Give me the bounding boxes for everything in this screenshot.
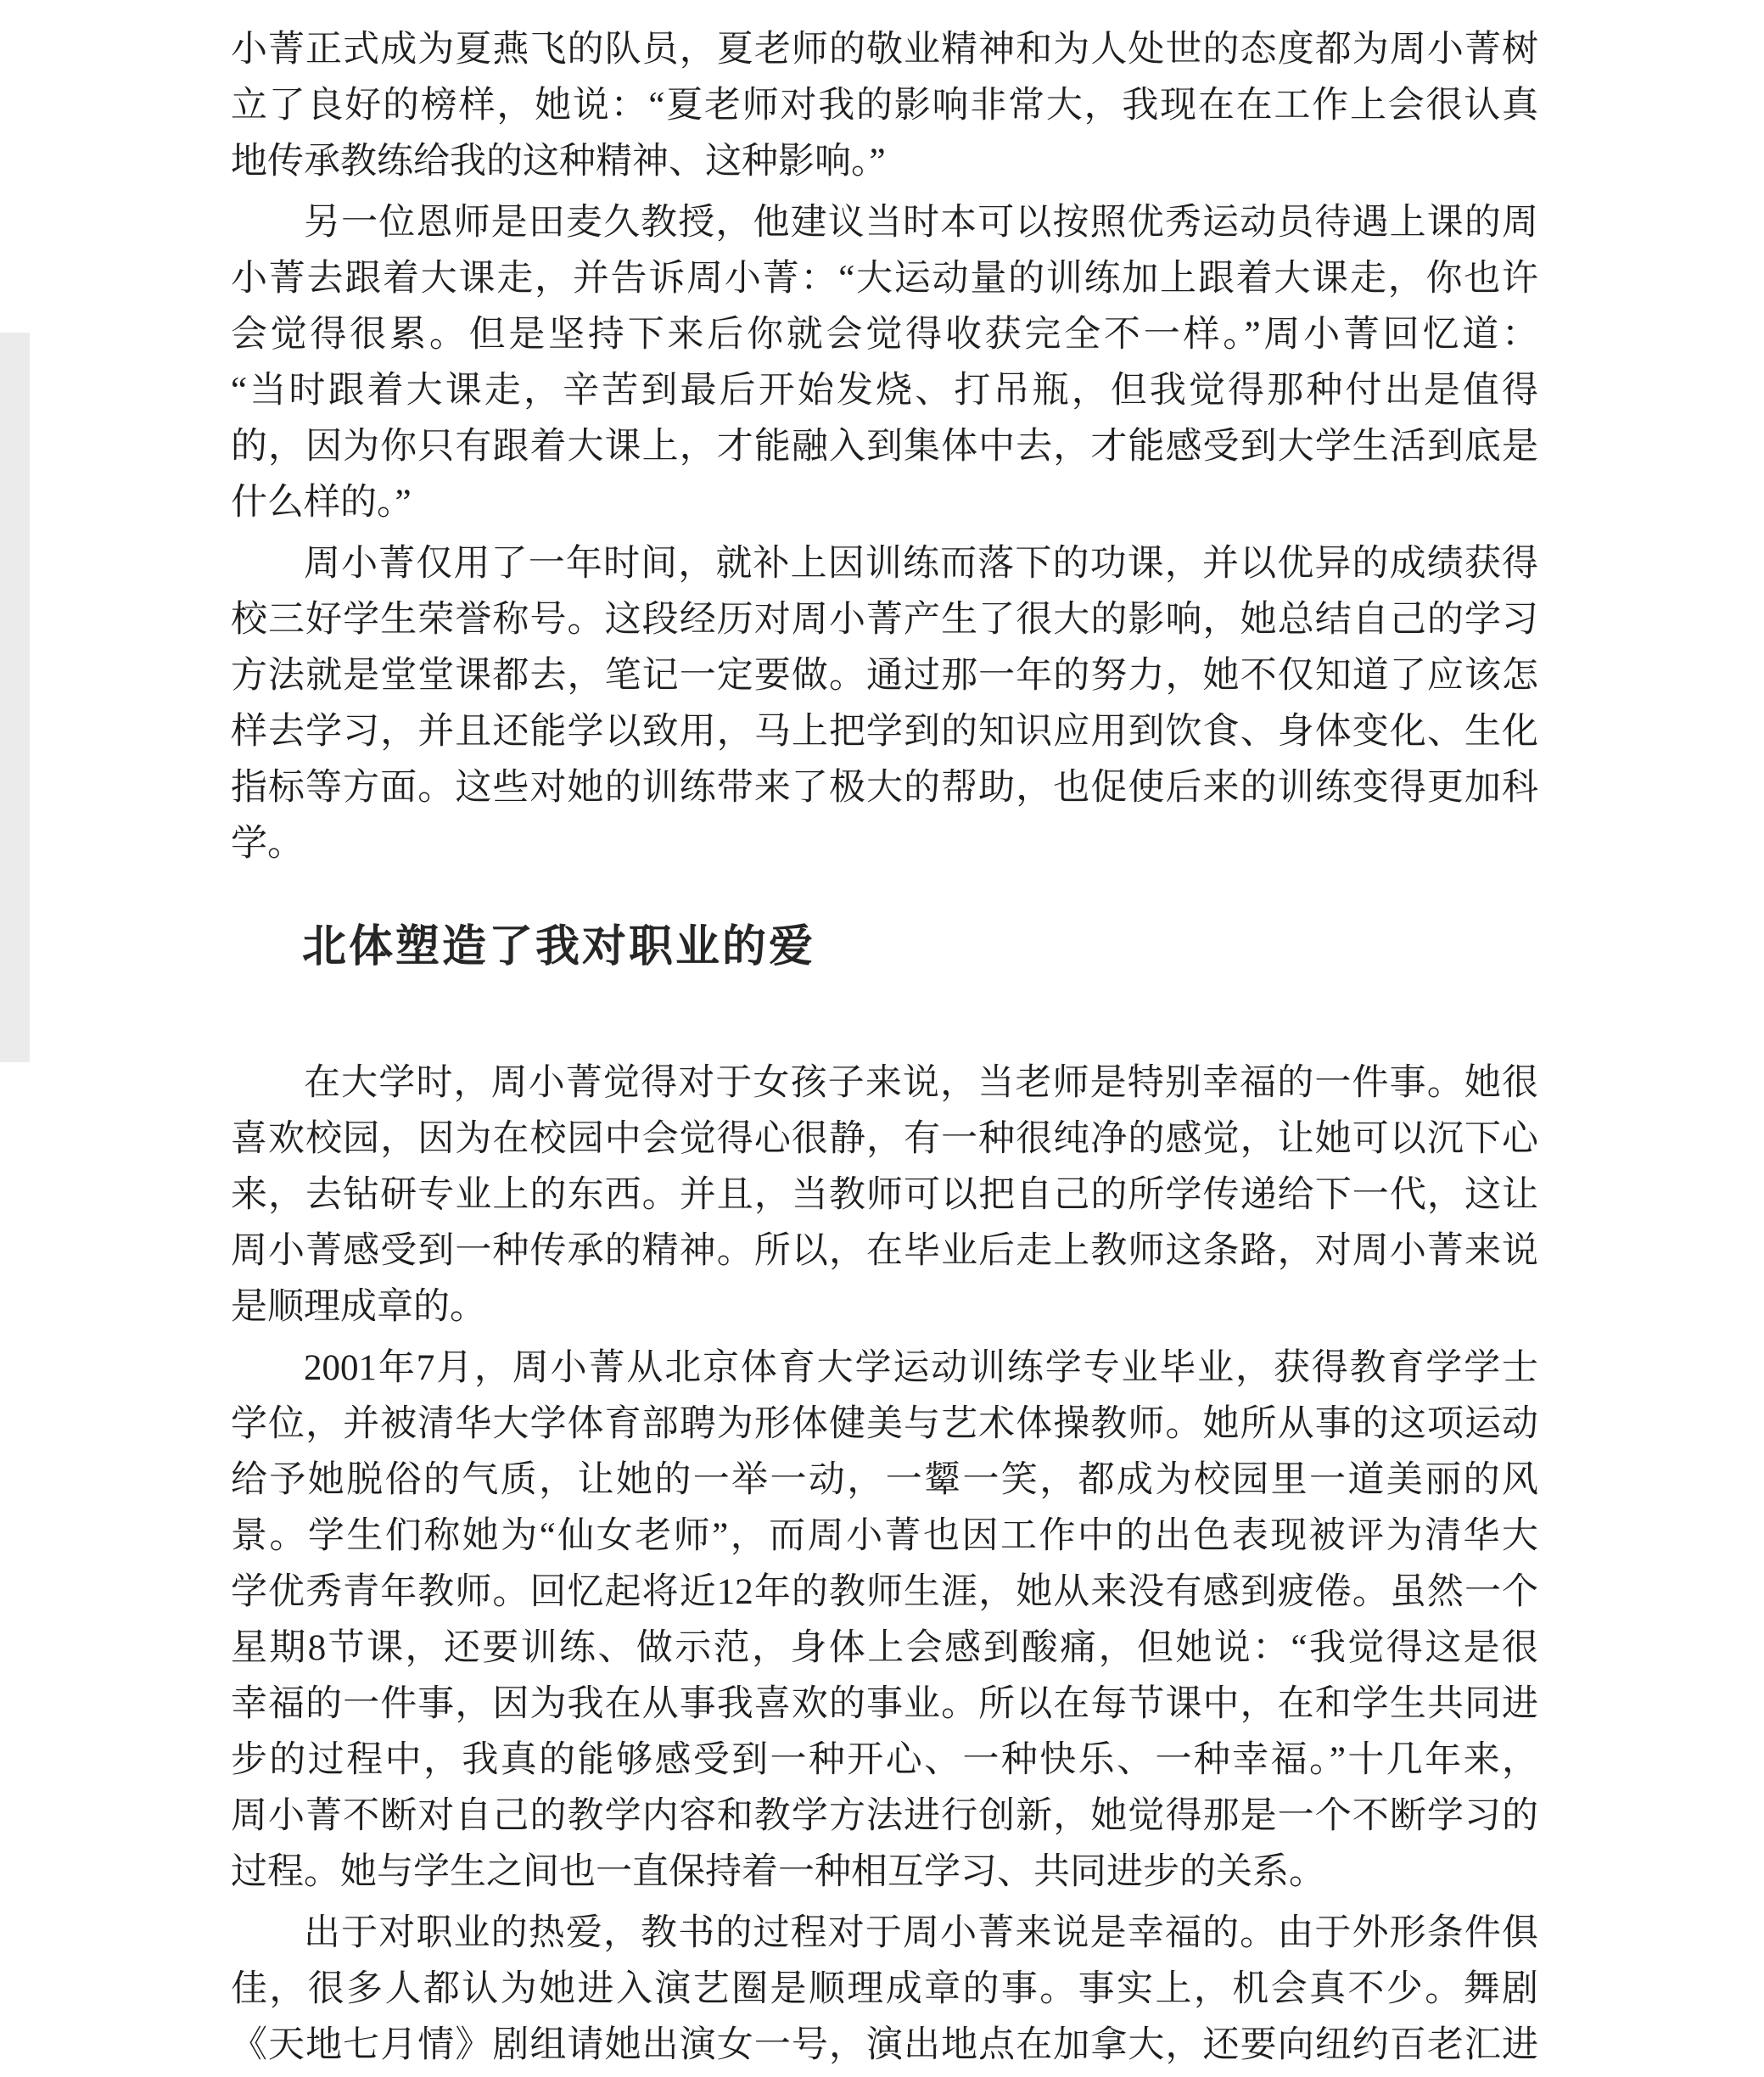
text-line: 步的过程中，我真的能够感受到一种开心、一种快乐、一种幸福。”十几年来， bbox=[231, 1740, 1538, 1780]
text-line: 什么样的。” bbox=[231, 483, 412, 523]
text-line: 星期8节课，还要训练、做示范，身体上会感到酸痛，但她说：“我觉得这是很 bbox=[231, 1628, 1538, 1668]
text-line: 来，去钻研专业上的东西。并且，当教师可以把自己的所学传递给下一代，这让 bbox=[231, 1175, 1538, 1215]
article-text-column bbox=[231, 22, 1538, 2077]
text-line: 校三好学生荣誉称号。这段经历对周小菁产生了很大的影响，她总结自己的学习 bbox=[231, 600, 1538, 640]
text-line: 景。学生们称她为“仙女老师”，而周小菁也因工作中的出色表现被评为清华大 bbox=[231, 1516, 1538, 1556]
section-heading: 北体塑造了我对职业的爱 bbox=[302, 922, 816, 971]
text-line: 另一位恩师是田麦久教授，他建议当时本可以按照优秀运动员待遇上课的周 bbox=[304, 203, 1538, 243]
text-line: 方法就是堂堂课都去，笔记一定要做。通过那一年的努力，她不仅知道了应该怎 bbox=[231, 656, 1538, 696]
text-line: 学位，并被清华大学体育部聘为形体健美与艺术体操教师。她所从事的这项运动 bbox=[231, 1404, 1538, 1444]
text-line: 过程。她与学生之间也一直保持着一种相互学习、共同进步的关系。 bbox=[231, 1852, 1325, 1892]
text-line: 《天地七月情》剧组请她出演女一号，演出地点在加拿大，还要向纽约百老汇进 bbox=[231, 2025, 1538, 2065]
text-line: 2001年7月，周小菁从北京体育大学运动训练学专业毕业，获得教育学学士 bbox=[304, 1348, 1538, 1388]
text-line: 给予她脱俗的气质，让她的一举一动，一颦一笑，都成为校园里一道美丽的风 bbox=[231, 1460, 1538, 1500]
text-line: 学优秀青年教师。回忆起将近12年的教师生涯，她从来没有感到疲倦。虽然一个 bbox=[231, 1572, 1538, 1612]
text-line: 出于对职业的热爱，教书的过程对于周小菁来说是幸福的。由于外形条件俱 bbox=[304, 1913, 1538, 1953]
paragraph bbox=[231, 195, 1538, 531]
text-line: 佳，很多人都认为她进入演艺圈是顺理成章的事。事实上，机会真不少。舞剧 bbox=[231, 1969, 1538, 2009]
text-line: 立了良好的榜样，她说：“夏老师对我的影响非常大，我现在在工作上会很认真 bbox=[231, 86, 1538, 126]
text-line: 周小菁感受到一种传承的精神。所以，在毕业后走上教师这条路，对周小菁来说 bbox=[231, 1231, 1538, 1271]
text-line: 样去学习，并且还能学以致用，马上把学到的知识应用到饮食、身体变化、生化 bbox=[231, 712, 1538, 752]
text-line: 学。 bbox=[231, 824, 304, 864]
paragraph bbox=[231, 1906, 1538, 2074]
paragraph bbox=[231, 536, 1538, 872]
text-line: 小菁正式成为夏燕飞的队员，夏老师的敬业精神和为人处世的态度都为周小菁树 bbox=[231, 30, 1538, 70]
text-line: 会觉得很累。但是坚持下来后你就会觉得收获完全不一样。”周小菁回忆道： bbox=[231, 315, 1538, 355]
text-line: 小菁去跟着大课走，并告诉周小菁：“大运动量的训练加上跟着大课走，你也许 bbox=[231, 259, 1538, 299]
page-edge-scan-artifact bbox=[0, 333, 30, 1062]
text-line: 指标等方面。这些对她的训练带来了极大的帮助，也促使后来的训练变得更加科 bbox=[231, 768, 1538, 808]
paragraph bbox=[231, 1055, 1538, 1335]
paragraph bbox=[231, 1341, 1538, 1901]
text-line: 幸福的一件事，因为我在从事我喜欢的事业。所以在每节课中，在和学生共同进 bbox=[231, 1684, 1538, 1724]
text-line: 喜欢校园，因为在校园中会觉得心很静，有一种很纯净的感觉，让她可以沉下心 bbox=[231, 1119, 1538, 1159]
paragraph bbox=[231, 22, 1538, 190]
text-line: 在大学时，周小菁觉得对于女孩子来说，当老师是特别幸福的一件事。她很 bbox=[304, 1063, 1538, 1103]
text-line: 周小菁仅用了一年时间，就补上因训练而落下的功课，并以优异的成绩获得 bbox=[304, 544, 1538, 584]
text-line: 是顺理成章的。 bbox=[231, 1287, 486, 1327]
text-line: 地传承教练给我的这种精神、这种影响。” bbox=[231, 142, 886, 182]
text-line: 的，因为你只有跟着大课上，才能融入到集体中去，才能感受到大学生活到底是 bbox=[231, 427, 1538, 467]
text-line: 周小菁不断对自己的教学内容和教学方法进行创新，她觉得那是一个不断学习的 bbox=[231, 1796, 1538, 1836]
text-line: “当时跟着大课走，辛苦到最后开始发烧、打吊瓶，但我觉得那种付出是值得 bbox=[231, 371, 1538, 411]
